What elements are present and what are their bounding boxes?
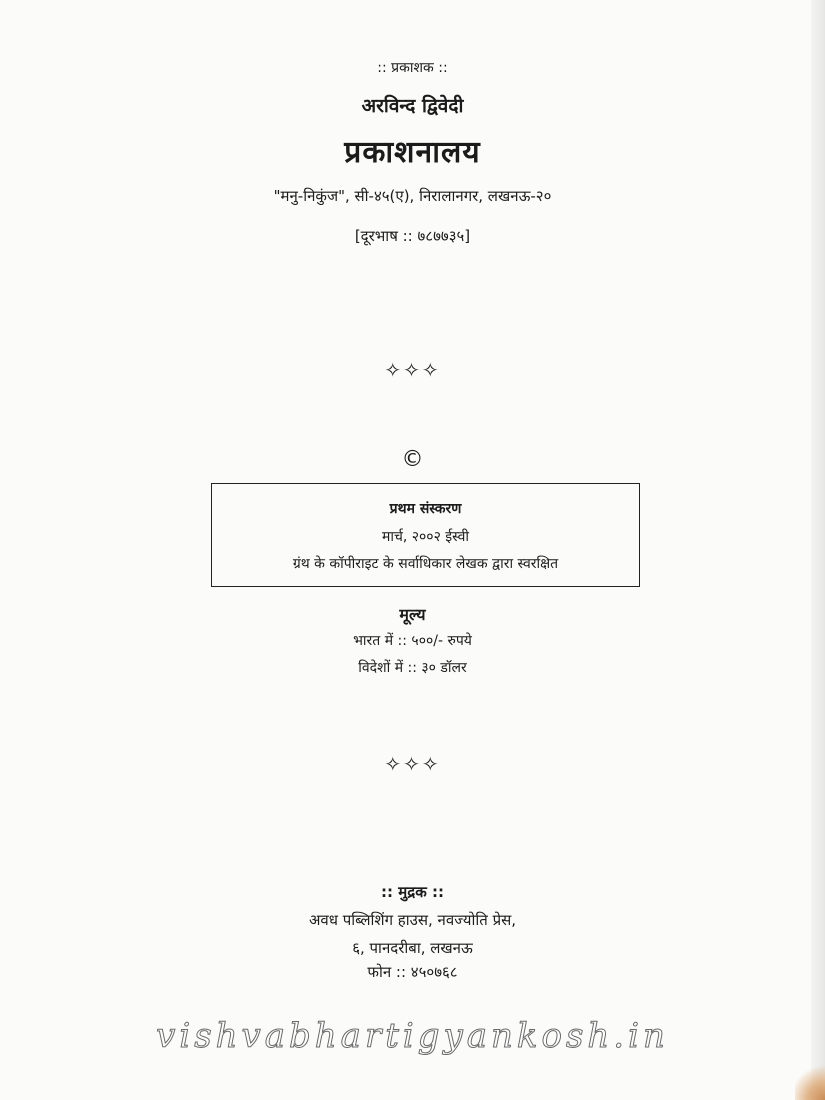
printer-phone: फोन :: ४५०७६८ bbox=[367, 963, 458, 981]
publisher-name: अरविन्द द्विवेदी bbox=[361, 95, 464, 117]
publisher-phone: [दूरभाष :: ७८७७३५] bbox=[354, 227, 471, 245]
edition-date: मार्च, २००२ ईस्वी bbox=[381, 529, 470, 545]
publisher-address: "मनु-निकुंज", सी-४५(ए), निरालानगर, लखनऊ-२० bbox=[273, 187, 552, 205]
copyright-symbol: © bbox=[401, 447, 424, 472]
price-india: भारत में :: ५००/- रुपये bbox=[353, 633, 472, 649]
edition-rights: ग्रंथ के कॉपीराइट के सर्वाधिकार लेखक द्वारा स्वरक्षित bbox=[292, 556, 559, 572]
price-title: मूल्य bbox=[399, 605, 426, 624]
printer-address: ६, पानदरीबा, लखनऊ bbox=[352, 939, 473, 957]
edition-box bbox=[211, 483, 640, 587]
printer-name: अवध पब्लिशिंग हाउस, नवज्योति प्रेस, bbox=[308, 911, 517, 929]
printer-label: :: मुद्रक :: bbox=[381, 883, 444, 901]
corner-stain bbox=[795, 1060, 825, 1100]
edition-title: प्रथम संस्करण bbox=[389, 501, 462, 517]
ornament-divider-top: ✧✧✧ bbox=[384, 358, 441, 382]
watermark: vishvabhartigyankosh.in bbox=[156, 1016, 669, 1056]
price-abroad: विदेशों में :: ३० डॉलर bbox=[358, 660, 467, 676]
publisher-label: :: प्रकाशक :: bbox=[377, 60, 448, 76]
publisher-house: प्रकाशनालय bbox=[344, 135, 481, 170]
ornament-divider-bottom: ✧✧✧ bbox=[384, 752, 441, 776]
